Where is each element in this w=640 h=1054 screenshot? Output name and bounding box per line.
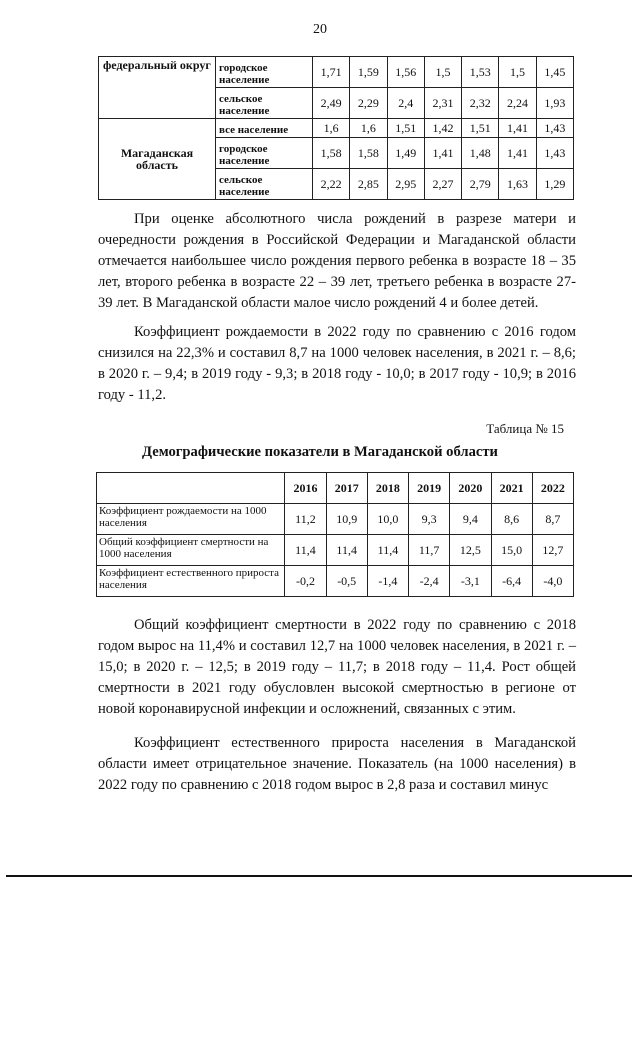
- header-blank: [97, 473, 285, 504]
- value-cell: 1,41: [424, 138, 461, 169]
- value-cell: -6,4: [491, 566, 532, 597]
- value-cell: -4,0: [532, 566, 573, 597]
- paragraph-natural-growth: Коэффициент естественного прироста населения в Магаданской области имеет отрицательное значение. Показатель (на 1000 населения) в 2022 году по сравнению с 2018 годом вырос в 2,8 раза и составил минус: [98, 735, 576, 793]
- year-header: 2018: [367, 473, 408, 504]
- value-cell: -2,4: [409, 566, 450, 597]
- value-cell: 11,2: [285, 504, 326, 535]
- value-cell: 10,9: [326, 504, 367, 535]
- year-header: 2022: [532, 473, 573, 504]
- value-cell: 11,7: [409, 535, 450, 566]
- value-cell: 11,4: [367, 535, 408, 566]
- value-cell: 2,24: [499, 88, 536, 119]
- value-cell: 2,31: [424, 88, 461, 119]
- population-cell: городское население: [216, 138, 313, 169]
- value-cell: 2,27: [424, 169, 461, 200]
- value-cell: 1,43: [536, 119, 573, 138]
- population-cell: городское население: [216, 57, 313, 88]
- page-number: 20: [313, 22, 327, 37]
- value-cell: 1,58: [313, 138, 350, 169]
- value-cell: 1,5: [499, 57, 536, 88]
- row-label: Коэффициент естественного прироста населения: [97, 566, 285, 597]
- value-cell: 2,95: [387, 169, 424, 200]
- table-row: [97, 535, 574, 566]
- value-cell: 1,49: [387, 138, 424, 169]
- year-header: 2016: [285, 473, 326, 504]
- value-cell: 1,43: [536, 138, 573, 169]
- value-cell: 2,32: [462, 88, 499, 119]
- value-cell: 1,51: [387, 119, 424, 138]
- value-cell: -3,1: [450, 566, 491, 597]
- fertility-table: [98, 56, 574, 200]
- population-cell: сельское население: [216, 88, 313, 119]
- value-cell: 9,3: [409, 504, 450, 535]
- table-row: [99, 57, 574, 88]
- value-cell: 1,6: [313, 119, 350, 138]
- value-cell: 8,7: [532, 504, 573, 535]
- value-cell: -1,4: [367, 566, 408, 597]
- value-cell: 9,4: [450, 504, 491, 535]
- population-cell: все население: [216, 119, 313, 138]
- table-caption: Таблица № 15: [486, 421, 564, 436]
- year-header: 2021: [491, 473, 532, 504]
- value-cell: 2,79: [462, 169, 499, 200]
- value-cell: 1,93: [536, 88, 573, 119]
- value-cell: 12,5: [450, 535, 491, 566]
- value-cell: 2,4: [387, 88, 424, 119]
- bottom-rule: [6, 875, 632, 877]
- paragraph-birth-rate: Коэффициент рождаемости в 2022 году по сравнению с 2016 годом снизился на 22,3% и составил 8,7 на 1000 человек населения, в 2021 г. – 8,6; в 2020 г. – 9,4; в 2019 году - 9,3; в 2018 году - 10,0; в 2017 году - 10,9; в 2016 году - 11,2.: [98, 324, 576, 403]
- region-cell: федеральный округ: [99, 57, 216, 119]
- value-cell: 2,49: [313, 88, 350, 119]
- value-cell: 1,63: [499, 169, 536, 200]
- value-cell: 1,42: [424, 119, 461, 138]
- value-cell: -0,5: [326, 566, 367, 597]
- value-cell: 2,22: [313, 169, 350, 200]
- value-cell: 12,7: [532, 535, 573, 566]
- row-label: Коэффициент рождаемости на 1000 населения: [97, 504, 285, 535]
- value-cell: 1,71: [313, 57, 350, 88]
- value-cell: 1,58: [350, 138, 387, 169]
- value-cell: 10,0: [367, 504, 408, 535]
- value-cell: -0,2: [285, 566, 326, 597]
- paragraph-mortality: Общий коэффициент смертности в 2022 году по сравнению с 2018 годом вырос на 11,4% и составил 12,7 на 1000 человек населения, в 2021 г. – 15,0; в 2020 г. – 12,5; в 2019 году – 11,7; в 2018 году – 11,4. Рост общей смертности в 2021 году обусловлен высокой смертностью в регионе от новой коронавирусной инфекции и осложнений, связанных с этим.: [98, 617, 576, 717]
- value-cell: 11,4: [285, 535, 326, 566]
- year-header: 2017: [326, 473, 367, 504]
- year-header: 2020: [450, 473, 491, 504]
- value-cell: 1,41: [499, 138, 536, 169]
- value-cell: 1,59: [350, 57, 387, 88]
- value-cell: 1,51: [462, 119, 499, 138]
- value-cell: 1,48: [462, 138, 499, 169]
- table-row: [99, 119, 574, 138]
- value-cell: 8,6: [491, 504, 532, 535]
- value-cell: 1,6: [350, 119, 387, 138]
- paragraph-birth-order: При оценке абсолютного числа рождений в разрезе матери и очередности рождения в Российской Федерации и Магаданской области отмечается наибольшее число рождения первого ребенка в возрасте 18 – 35 лет, второго ребенка в возрасте 22 – 39 лет, третьего ребенка в возрасте 27- 39 лет. В Магаданской области малое число рождений 4 и более детей.: [98, 211, 576, 311]
- table-row: [97, 566, 574, 597]
- value-cell: 1,45: [536, 57, 573, 88]
- value-cell: 1,53: [462, 57, 499, 88]
- value-cell: 1,41: [499, 119, 536, 138]
- value-cell: 1,29: [536, 169, 573, 200]
- demographic-table: [96, 472, 574, 597]
- value-cell: 11,4: [326, 535, 367, 566]
- region-cell: Магаданская область: [99, 119, 216, 200]
- table-row: [97, 504, 574, 535]
- value-cell: 15,0: [491, 535, 532, 566]
- value-cell: 1,56: [387, 57, 424, 88]
- value-cell: 2,85: [350, 169, 387, 200]
- value-cell: 2,29: [350, 88, 387, 119]
- value-cell: 1,5: [424, 57, 461, 88]
- row-label: Общий коэффициент смертности на 1000 населения: [97, 535, 285, 566]
- population-cell: сельское население: [216, 169, 313, 200]
- year-header: 2019: [409, 473, 450, 504]
- table-header-row: [97, 473, 574, 504]
- table-title: Демографические показатели в Магаданской области: [142, 444, 498, 460]
